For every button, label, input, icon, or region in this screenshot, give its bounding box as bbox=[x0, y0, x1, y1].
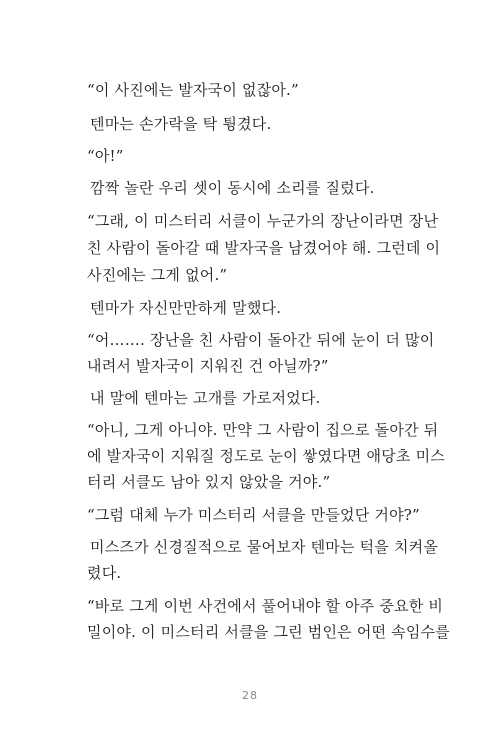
text-line: 터리 서클도 남아 있지 않았을 거야.” bbox=[87, 473, 331, 491]
text-line: 깜짝 놀란 우리 셋이 동시에 소리를 질렀다. bbox=[90, 179, 375, 197]
text-line: “바로 그게 이번 사건에서 풀어내야 할 아주 중요한 비 bbox=[87, 597, 444, 615]
text-line: 텐마는 손가락을 탁 튕겼다. bbox=[90, 115, 272, 133]
text-line: 밀이야. 이 미스터리 서클을 그린 범인은 어떤 속임수를 bbox=[87, 623, 450, 641]
text-line: “어……. 장난을 친 사람이 돌아간 뒤에 눈이 더 많이 bbox=[87, 331, 435, 349]
text-line: 에 발자국이 지워질 정도로 눈이 쌓였다면 애당초 미스 bbox=[87, 447, 445, 465]
text-line: “아!” bbox=[87, 147, 124, 165]
text-line: 내 말에 텐마는 고개를 가로저었다. bbox=[90, 389, 321, 407]
text-line: “그럼 대체 누가 미스터리 서클을 만들었단 거야?” bbox=[87, 506, 420, 524]
text-line: “그래, 이 미스터리 서클이 누군가의 장난이라면 장난 bbox=[87, 212, 439, 230]
text-line: “이 사진에는 발자국이 없잖아.” bbox=[87, 81, 299, 99]
text-line: 미스즈가 신경질적으로 물어보자 텐마는 턱을 치켜올 bbox=[90, 538, 439, 556]
text-line: 텐마가 자신만만하게 말했다. bbox=[90, 299, 282, 317]
text-line: 내려서 발자국이 지워진 건 아닐까?” bbox=[87, 357, 329, 375]
text-line: “아니, 그게 아니야. 만약 그 사람이 집으로 돌아간 뒤 bbox=[87, 421, 439, 439]
text-line: 사진에는 그게 없어.” bbox=[87, 266, 228, 284]
page-number: 28 bbox=[242, 689, 258, 702]
text-line: 친 사람이 돌아갈 때 발자국을 남겼어야 해. 그런데 이 bbox=[87, 239, 441, 257]
text-line: 렸다. bbox=[87, 564, 122, 582]
